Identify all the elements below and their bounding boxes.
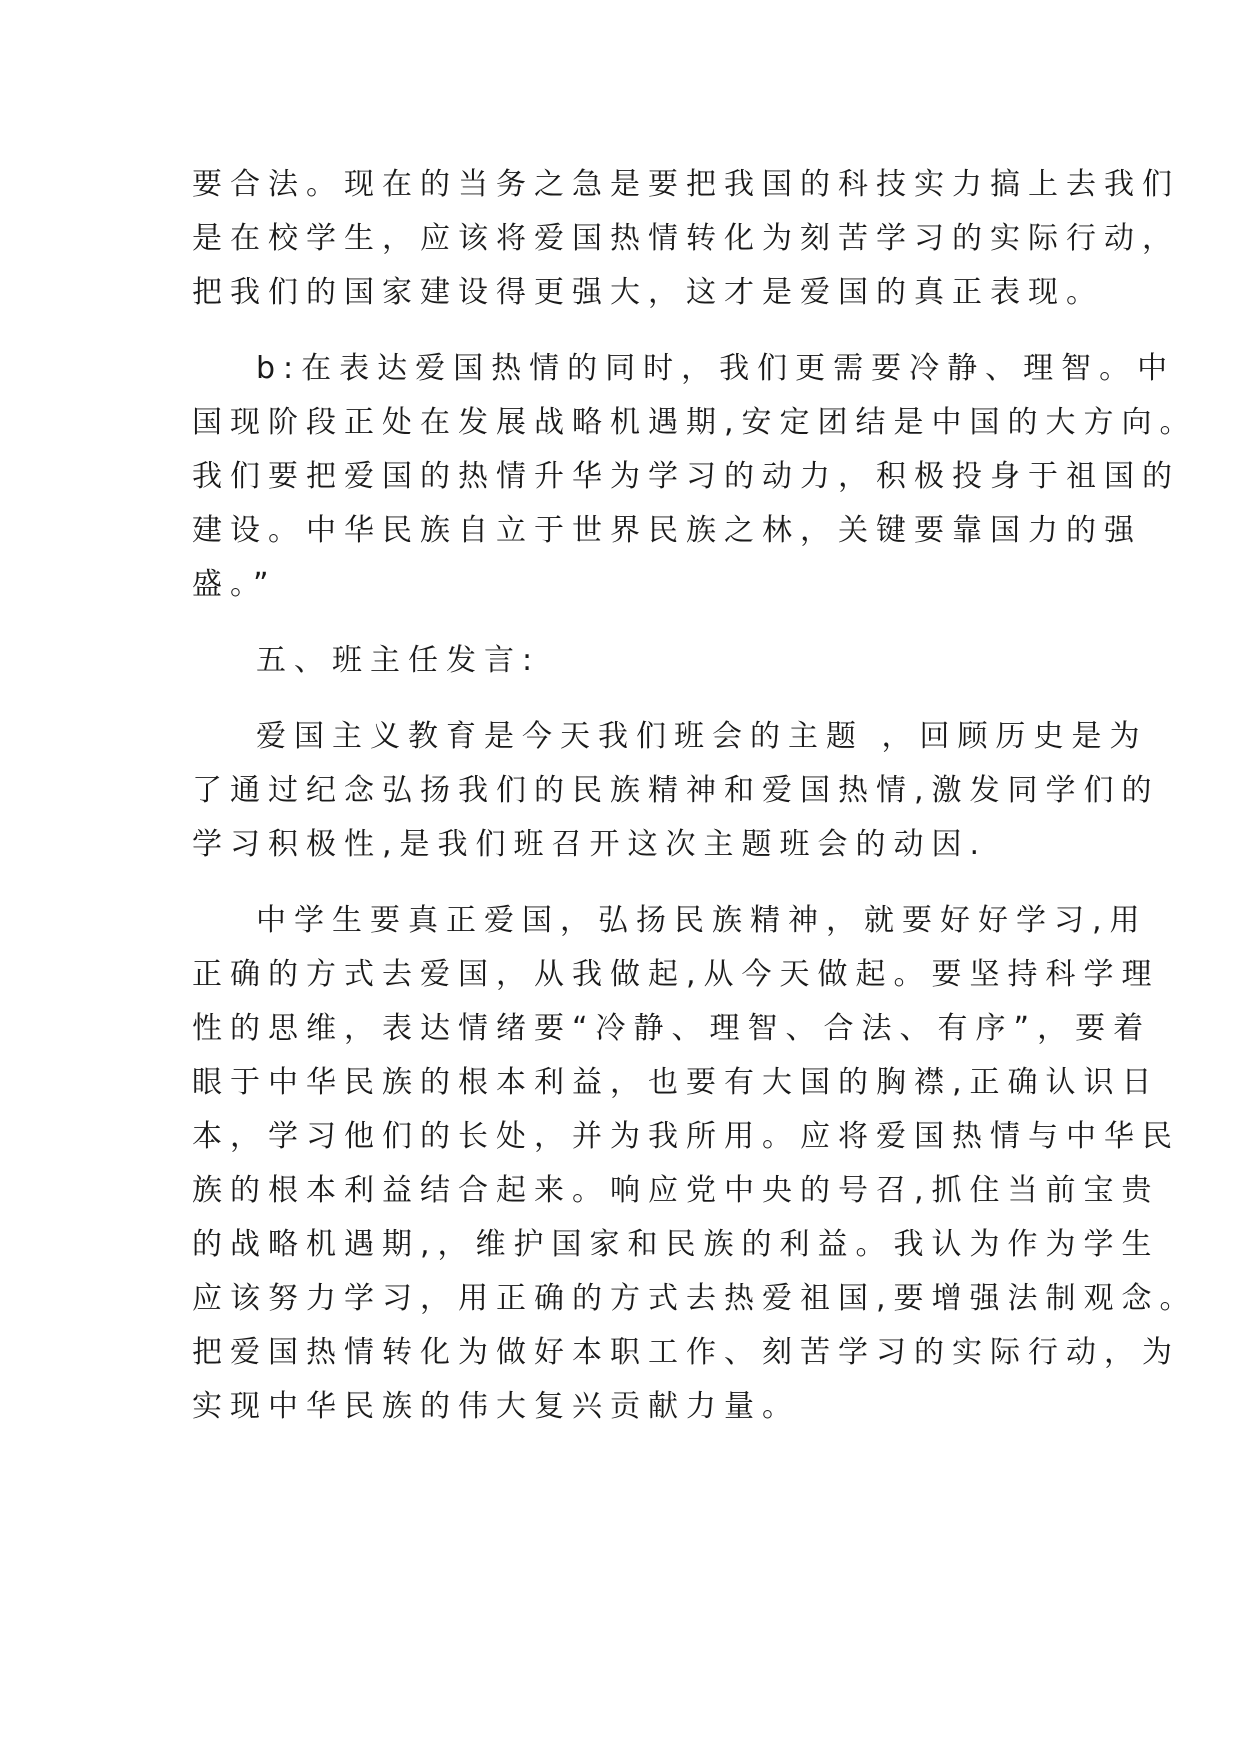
text-line: 族的根本利益结合起来。响应党中央的号召,抓住当前宝贵 — [192, 1173, 1160, 1208]
section-heading-text: 五、班主任发言: — [256, 643, 541, 678]
text-line: b:在表达爱国热情的同时，我们更需要冷静、理智。中 — [256, 351, 1176, 386]
text-line: 的战略机遇期,，维护国家和民族的利益。我认为作为学生 — [192, 1227, 1160, 1262]
paragraph-teacher-intro — [192, 710, 1160, 872]
paragraph-teacher-main — [192, 894, 1198, 1434]
paragraph-continuation — [192, 158, 1180, 320]
text-line: 把我们的国家建设得更强大，这才是爱国的真正表现。 — [192, 275, 1104, 310]
text-line: 是在校学生，应该将爱国热情转化为刻苦学习的实际行动， — [192, 221, 1180, 256]
document-body — [192, 158, 1198, 1434]
paragraph-b — [192, 342, 1198, 612]
text-line: 爱国主义教育是今天我们班会的主题 ，回顾历史是为 — [256, 719, 1148, 754]
text-line: 盛。” — [192, 567, 277, 602]
text-line: 了通过纪念弘扬我们的民族精神和爱国热情,激发同学们的 — [192, 773, 1160, 808]
text-line: 国现阶段正处在发展战略机遇期,安定团结是中国的大方向。 — [192, 405, 1198, 440]
text-line: 要合法。现在的当务之急是要把我国的科技实力搞上去我们 — [192, 167, 1180, 202]
section-heading — [192, 634, 1072, 688]
text-line: 应该努力学习，用正确的方式去热爱祖国,要增强法制观念。 — [192, 1281, 1198, 1316]
text-line: 实现中华民族的伟大复兴贡献力量。 — [192, 1389, 800, 1424]
text-line: 学习积极性,是我们班召开这次主题班会的动因. — [192, 827, 988, 862]
text-line: 眼于中华民族的根本利益，也要有大国的胸襟,正确认识日 — [192, 1065, 1160, 1100]
text-line: 性的思维，表达情绪要“冷静、理智、合法、有序”，要着 — [192, 1011, 1152, 1046]
text-line: 正确的方式去爱国，从我做起,从今天做起。要坚持科学理 — [192, 957, 1160, 992]
text-line: 我们要把爱国的热情升华为学习的动力，积极投身于祖国的 — [192, 459, 1180, 494]
text-line: 中学生要真正爱国，弘扬民族精神，就要好好学习,用 — [256, 903, 1148, 938]
text-line: 建设。中华民族自立于世界民族之林，关键要靠国力的强 — [192, 513, 1142, 548]
text-line: 把爱国热情转化为做好本职工作、刻苦学习的实际行动，为 — [192, 1335, 1180, 1370]
text-line: 本，学习他们的长处，并为我所用。应将爱国热情与中华民 — [192, 1119, 1180, 1154]
